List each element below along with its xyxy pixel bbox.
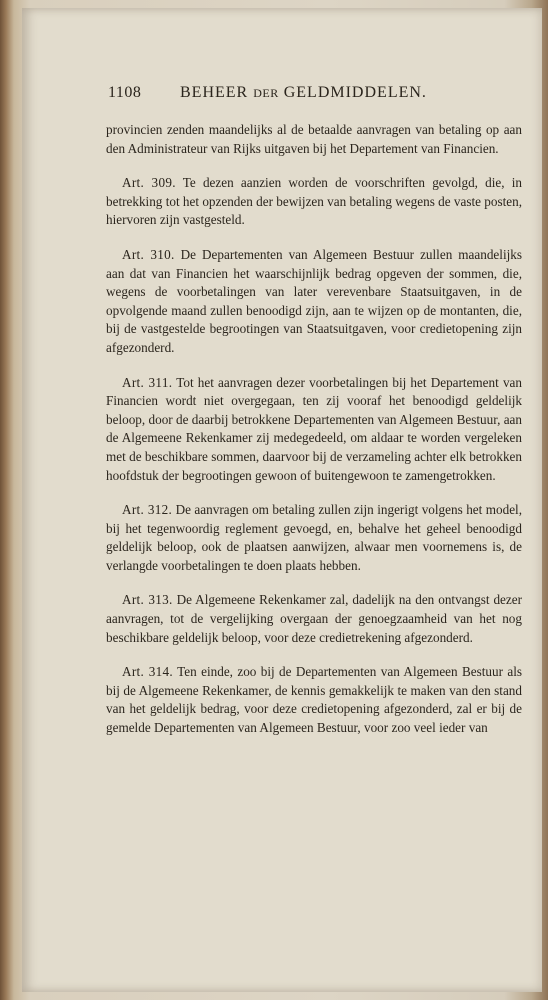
running-title-small: DER <box>253 86 279 100</box>
article-number: Art. 310. <box>122 246 175 262</box>
article-number: Art. 312. <box>122 502 173 518</box>
running-title-part-1: BEHEER <box>180 84 254 101</box>
article-310 <box>106 246 522 358</box>
paragraph-text: De Algemeene Rekenkamer zal, dadelijk na den ontvangst dezer aanvragen, tot de vergelijking overgaan der genoegzaamheid van het nog beschikbare geldelijk beloop, voor deze credietrekening afgezonderd. <box>106 592 523 645</box>
article-number: Art. 314. <box>122 664 174 680</box>
page-number: 1108 <box>108 84 142 101</box>
running-header <box>108 84 448 108</box>
article-number: Art. 313. <box>122 592 173 608</box>
article-311 <box>106 374 522 486</box>
paragraph-text: provincien zenden maandelijks al de betaalde aanvragen van betaling op aan den Administrateur van Rijks uitgaven bij het Departement van Financien. <box>106 122 522 156</box>
body-text <box>106 121 522 754</box>
paragraph-text: Ten einde, zoo bij de Departementen van Algemeen Bestuur als bij de Algemeene Rekenkamer, de kennis gemakkelijk te maken van den stand van het geldelijk bedrag, voor deze credietopening afgezonderd, zal er bij de gemelde Departementen van Algemeen Bestuur, voor zoo veel ieder van <box>106 664 523 736</box>
article-309 <box>106 174 522 230</box>
article-number: Art. 309. <box>122 175 176 191</box>
article-312 <box>106 501 522 575</box>
paragraph-text: De Departementen van Algemeen Bestuur zullen maandelijks aan dat van Financien het waarschijnlijk bedrag opgeven der sommen, die, wegens de voorbetalingen van later verevenbare Staatsuitgaven, in de opvolgende maand zullen benoodigd zijn, aan te wijzen op de montanten, die, bij de vastgestelde begrootingen van Staatsuitgaven, voor credietopening zijn afgezonderd. <box>106 246 523 355</box>
running-title <box>180 84 427 102</box>
paragraph-text: De aanvragen om betaling zullen zijn ingerigt volgens het model, bij het tegenwoordig reglement gevoegd, en, behalve het geheel benoodigd geldelijk beloop, ook de plaatsen aanwijzen, alwaar men voornemens is, de verlangde voorbetalingen te doen plaats hebben. <box>106 502 523 573</box>
article-314 <box>106 663 522 737</box>
paragraph-text: Tot het aanvragen dezer voorbetalingen bij het Departement van Financien wordt niet overgegaan, ten zij vooraf het benoodigd geldelijk beloop, door de daarbij betrokkene Departementen van Algemeen Bestuur, aan de Algemeene Rekenkamer zij medegedeeld, om aldaar te worden vergeleken met de beschikbare sommen, daarvoor bij de verzameling achter elk betrokken hoofdstuk der begrootingen gewoon of buitengewoon te zamengetrokken. <box>106 374 522 483</box>
article-number: Art. 311. <box>122 374 173 390</box>
article-313 <box>106 591 522 647</box>
paragraph-continuation <box>106 121 522 158</box>
running-title-part-2: GELDMIDDELEN. <box>278 84 427 101</box>
paragraph-text: Te dezen aanzien worden de voorschriften gevolgd, die, in betrekking tot het opzenden der bewijzen van betaling wegens de vaste posten, hiervoren zijn vastgesteld. <box>106 175 523 228</box>
